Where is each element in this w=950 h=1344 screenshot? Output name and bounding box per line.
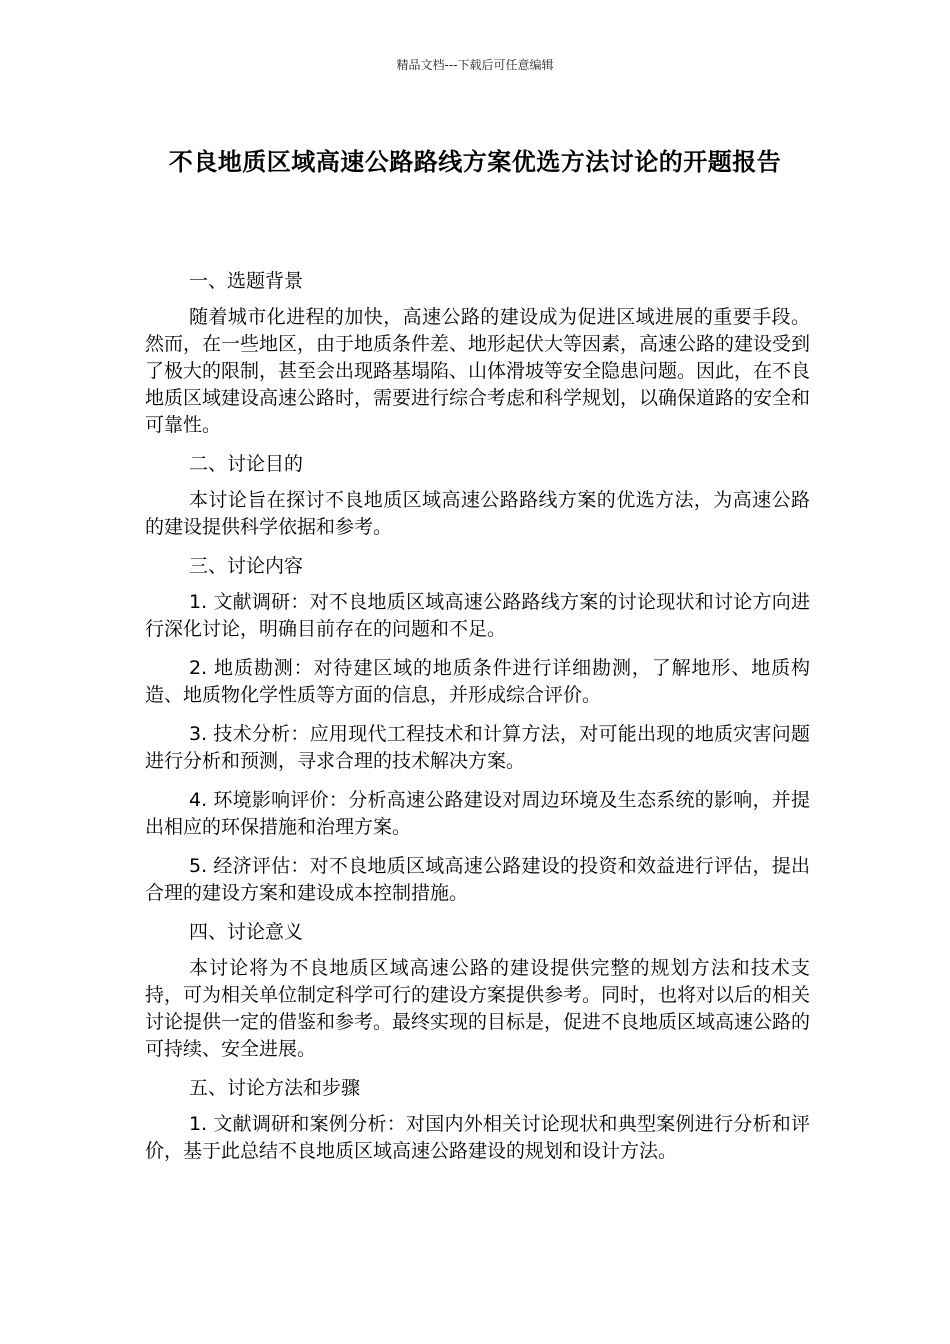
section-heading: 四、讨论意义 (189, 921, 304, 943)
list-item: 5. 经济评估：对不良地质区域高速公路建设的投资和效益进行评估，提出合理的建设方案和建设成本控制措施。 (145, 855, 810, 904)
paragraph: 随着城市化进程的加快，高速公路的建设成为促进区域进展的重要手段。然而，在一些地区，由于地质条件差、地形起伏大等因素，高速公路的建设受到了极大的限制，甚至会出现路基塌陷、山体滑坡等安全隐患问题。因此，在不良地质区域建设高速公路时，需要进行综合考虑和科学规划，以确保道路的安全和可靠性。 (145, 306, 811, 436)
document-title: 不良地质区域高速公路路线方案优选方法讨论的开题报告 (168, 148, 782, 176)
page-header: 精品文档---下载后可任意编辑 (396, 58, 554, 72)
list-item: 1. 文献调研和案例分析：对国内外相关讨论现状和典型案例进行分析和评价，基于此总结不良地质区域高速公路建设的规划和设计方法。 (145, 1113, 810, 1162)
list-item: 1. 文献调研：对不良地质区域高速公路路线方案的讨论现状和讨论方向进行深化讨论，明确目前存在的问题和不足。 (145, 591, 810, 640)
paragraph: 本讨论将为不良地质区域高速公路的建设提供完整的规划方法和技术支持，可为相关单位制定科学可行的建设方案提供参考。同时，也将对以后的相关讨论提供一定的借鉴和参考。最终实现的目标是，促进不良地质区域高速公路的可持续、安全进展。 (145, 957, 811, 1060)
section-heading: 一、选题背景 (189, 270, 304, 292)
document-body (145, 268, 810, 1177)
section-heading: 二、讨论目的 (189, 453, 304, 475)
section-heading: 三、讨论内容 (189, 555, 304, 577)
list-item: 2. 地质勘测：对待建区域的地质条件进行详细勘测，了解地形、地质构造、地质物化学性质等方面的信息，并形成综合评价。 (145, 657, 810, 706)
list-item: 3. 技术分析：应用现代工程技术和计算方法，对可能出现的地质灾害问题进行分析和预测，寻求合理的技术解决方案。 (145, 723, 810, 772)
paragraph: 本讨论旨在探讨不良地质区域高速公路路线方案的优选方法，为高速公路的建设提供科学依据和参考。 (145, 489, 810, 538)
list-item: 4. 环境影响评价：分析高速公路建设对周边环境及生态系统的影响，并提出相应的环保措施和治理方案。 (145, 789, 810, 838)
section-heading: 五、讨论方法和步骤 (189, 1077, 361, 1099)
